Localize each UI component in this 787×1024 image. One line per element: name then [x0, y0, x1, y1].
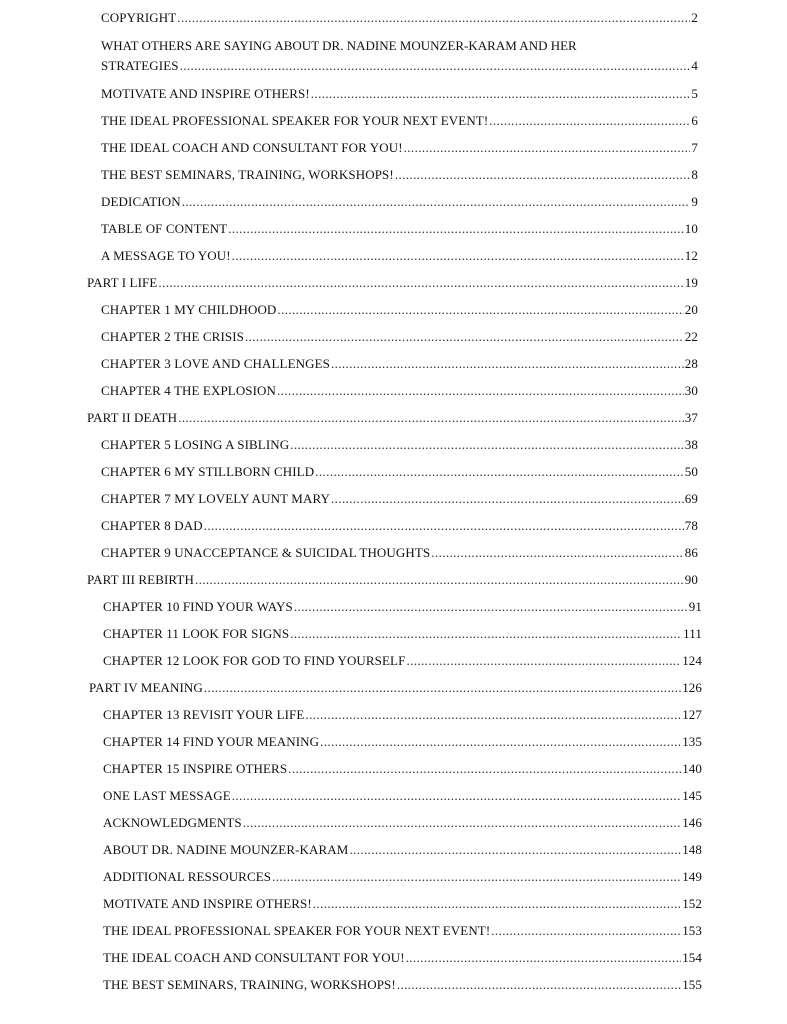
toc-entry-title: PART I LIFE [87, 275, 158, 290]
toc-page-number: 153 [682, 923, 702, 938]
leader-dots [177, 10, 690, 26]
toc-entry-acknowledgments[interactable] [103, 815, 702, 831]
leader-dots [178, 410, 684, 426]
toc-entry-chapter-2[interactable] [101, 329, 698, 345]
toc-entry-title: ACKNOWLEDGMENTS [103, 815, 242, 830]
toc-entry-title: CHAPTER 7 MY LOVELY AUNT MARY [101, 491, 330, 506]
toc-entry-title: CHAPTER 3 LOVE AND CHALLENGES [101, 356, 330, 371]
leader-dots [277, 302, 683, 318]
toc-entry-ideal-coach[interactable] [101, 140, 698, 156]
toc-entry-part-3[interactable] [87, 572, 698, 588]
toc-page-number: 90 [684, 572, 698, 587]
toc-entry-title: THE BEST SEMINARS, TRAINING, WORKSHOPS! [103, 977, 396, 992]
leader-dots [305, 707, 681, 723]
toc-entry-title: PART IV MEANING [89, 680, 203, 695]
leader-dots [272, 869, 681, 885]
toc-page-number: 8 [691, 167, 698, 182]
toc-entry-title-line1: WHAT OTHERS ARE SAYING ABOUT DR. NADINE MOUNZER-KARAM AND HER [101, 38, 577, 53]
leader-dots [195, 572, 684, 588]
toc-entry-motivate-inspire[interactable] [101, 86, 698, 102]
toc-entry-title: THE IDEAL COACH AND CONSULTANT FOR YOU! [103, 950, 405, 965]
toc-entry-title: ONE LAST MESSAGE [103, 788, 231, 803]
toc-entry-title: DEDICATION [101, 194, 181, 209]
toc-entry-title: THE BEST SEMINARS, TRAINING, WORKSHOPS! [101, 167, 394, 182]
toc-entry-one-last-message[interactable] [103, 788, 702, 804]
toc-entry-message-to-you[interactable] [101, 248, 698, 264]
toc-entry-title: MOTIVATE AND INSPIRE OTHERS! [101, 86, 310, 101]
toc-entry-title: THE IDEAL PROFESSIONAL SPEAKER FOR YOUR NEXT EVENT! [103, 923, 491, 938]
toc-page-number: 10 [684, 221, 698, 236]
leader-dots [294, 599, 688, 615]
toc-entry-title: PART III REBIRTH [87, 572, 194, 587]
toc-entry-chapter-6[interactable] [101, 464, 698, 480]
toc-page-number: 155 [682, 977, 702, 992]
leader-dots [182, 194, 691, 210]
toc-page-number: 50 [684, 464, 698, 479]
toc-entry-chapter-10[interactable] [103, 599, 702, 615]
leader-dots [228, 221, 684, 237]
toc-entry-ideal-speaker[interactable] [101, 113, 698, 129]
toc-page-number: 37 [684, 410, 698, 425]
toc-entry-title: CHAPTER 9 UNACCEPTANCE & SUICIDAL THOUGHTS [101, 545, 431, 560]
toc-entry-title: MOTIVATE AND INSPIRE OTHERS! [103, 896, 312, 911]
toc-entry-copyright[interactable] [101, 10, 698, 26]
toc-entry-chapter-1[interactable] [101, 302, 698, 318]
leader-dots [232, 248, 684, 264]
leader-dots [311, 86, 691, 102]
toc-entry-title: CHAPTER 4 THE EXPLOSION [101, 383, 277, 398]
toc-entry-title: ADDITIONAL RESSOURCES [103, 869, 272, 884]
toc-entry-title: CHAPTER 14 FIND YOUR MEANING [103, 734, 320, 749]
toc-entry-part-4[interactable] [89, 680, 702, 696]
toc-page-number: 5 [691, 86, 698, 101]
toc-entry-chapter-4[interactable] [101, 383, 698, 399]
toc-entry-title: A MESSAGE TO YOU! [101, 248, 231, 263]
toc-page-number: 111 [683, 626, 702, 641]
toc-page-number: 149 [682, 869, 702, 884]
toc-entry-ideal-coach-2[interactable] [103, 950, 702, 966]
toc-entry-title: CHAPTER 13 REVISIT YOUR LIFE [103, 707, 305, 722]
toc-page-number: 22 [684, 329, 698, 344]
toc-entry-best-seminars[interactable] [101, 167, 698, 183]
toc-page-number: 146 [682, 815, 702, 830]
leader-dots [331, 356, 684, 372]
toc-entry-title: ABOUT DR. NADINE MOUNZER-KARAM [103, 842, 349, 857]
leader-dots [320, 734, 681, 750]
leader-dots [243, 815, 681, 831]
leader-dots [315, 464, 684, 480]
toc-entry-chapter-12[interactable] [103, 653, 702, 669]
leader-dots [404, 140, 691, 156]
leader-dots [395, 167, 691, 183]
toc-page-number: 152 [682, 896, 702, 911]
toc-entry-what-others-are-saying[interactable] [101, 58, 698, 74]
toc-page-number: 127 [682, 707, 702, 722]
toc-page-number: 86 [684, 545, 698, 560]
toc-entry-chapter-8[interactable] [101, 518, 698, 534]
toc-page-number: 154 [682, 950, 702, 965]
toc-page-number: 7 [691, 140, 698, 155]
leader-dots [349, 842, 681, 858]
toc-page-number: 78 [684, 518, 698, 533]
toc-entry-table-of-content[interactable] [101, 221, 698, 237]
toc-entry-title: TABLE OF CONTENT [101, 221, 228, 236]
toc-entry-title: CHAPTER 2 THE CRISIS [101, 329, 244, 344]
leader-dots [491, 923, 681, 939]
toc-page-number: 28 [684, 356, 698, 371]
toc-entry-title: CHAPTER 6 MY STILLBORN CHILD [101, 464, 315, 479]
leader-dots [180, 58, 691, 74]
toc-entry-title: CHAPTER 15 INSPIRE OTHERS [103, 761, 288, 776]
toc-entry-about-author[interactable] [103, 842, 702, 858]
toc-entry-chapter-5[interactable] [101, 437, 698, 453]
toc-page-number: 30 [684, 383, 698, 398]
toc-page-number: 91 [688, 599, 702, 614]
leader-dots [204, 680, 681, 696]
toc-entry-title: CHAPTER 12 LOOK FOR GOD TO FIND YOURSELF [103, 653, 406, 668]
toc-page-number: 19 [684, 275, 698, 290]
toc-entry-title: CHAPTER 8 DAD [101, 518, 203, 533]
toc-entry-chapter-13[interactable] [103, 707, 702, 723]
toc-page-number: 126 [682, 680, 702, 695]
toc-page-number: 20 [684, 302, 698, 317]
toc-entry-title: PART II DEATH [87, 410, 178, 425]
toc-entry-title: CHAPTER 5 LOSING A SIBLING [101, 437, 290, 452]
toc-entry-chapter-9[interactable] [101, 545, 698, 561]
toc-entry-title: CHAPTER 1 MY CHILDHOOD [101, 302, 277, 317]
leader-dots [397, 977, 681, 993]
toc-page-number: 6 [691, 113, 698, 128]
toc-entry-part-2[interactable] [87, 410, 698, 426]
leader-dots [431, 545, 684, 561]
toc-page-number: 145 [682, 788, 702, 803]
toc-entry-motivate-inspire-2[interactable] [103, 896, 702, 912]
leader-dots [277, 383, 684, 399]
toc-page-number: 12 [684, 248, 698, 263]
toc-page-number: 4 [691, 58, 698, 73]
toc-entry-chapter-11[interactable] [103, 626, 702, 642]
toc-entry-chapter-3[interactable] [101, 356, 698, 372]
leader-dots [406, 653, 681, 669]
toc-page-number: 2 [691, 10, 698, 25]
leader-dots [331, 491, 684, 507]
toc-page-number: 69 [684, 491, 698, 506]
leader-dots [406, 950, 682, 966]
toc-entry-title: THE IDEAL COACH AND CONSULTANT FOR YOU! [101, 140, 403, 155]
toc-entry-chapter-7[interactable] [101, 491, 698, 507]
toc-entry-title: COPYRIGHT [101, 10, 177, 25]
toc-entry-title: CHAPTER 10 FIND YOUR WAYS [103, 599, 293, 614]
leader-dots [204, 518, 684, 534]
leader-dots [290, 626, 682, 642]
toc-entry-title: THE IDEAL PROFESSIONAL SPEAKER FOR YOUR NEXT EVENT! [101, 113, 489, 128]
leader-dots [232, 788, 681, 804]
leader-dots [313, 896, 681, 912]
toc-entry-best-seminars-2[interactable] [103, 977, 702, 993]
toc-entry-title: STRATEGIES [101, 58, 179, 73]
leader-dots [290, 437, 684, 453]
toc-page-number: 9 [691, 194, 698, 209]
toc-page-number: 135 [682, 734, 702, 749]
leader-dots [288, 761, 681, 777]
toc-entry-additional-resources[interactable] [103, 869, 702, 885]
leader-dots [245, 329, 684, 345]
toc-entry-chapter-15[interactable] [103, 761, 702, 777]
toc-entry-chapter-14[interactable] [103, 734, 702, 750]
toc-page-number: 148 [682, 842, 702, 857]
toc-page-number: 124 [682, 653, 702, 668]
toc-entry-dedication[interactable] [101, 194, 698, 210]
toc-page-number: 140 [682, 761, 702, 776]
toc-entry-ideal-speaker-2[interactable] [103, 923, 702, 939]
toc-page-number: 38 [684, 437, 698, 452]
toc-entry-part-1[interactable] [87, 275, 698, 291]
leader-dots [489, 113, 690, 129]
leader-dots [158, 275, 683, 291]
toc-entry-title: CHAPTER 11 LOOK FOR SIGNS [103, 626, 290, 641]
